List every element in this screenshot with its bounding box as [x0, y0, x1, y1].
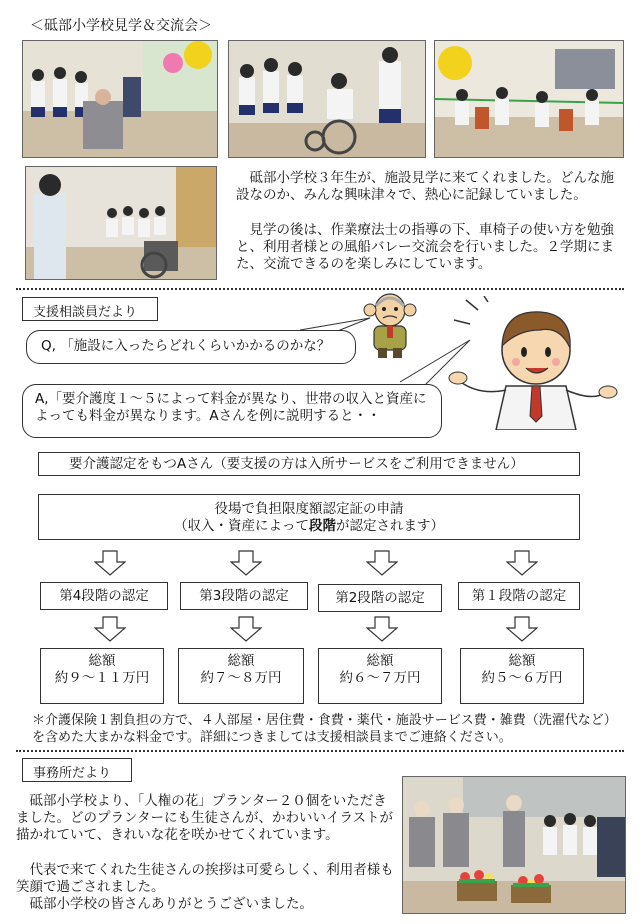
- office-section-label: 事務所だより: [22, 758, 132, 782]
- arrow-down-icon: [506, 550, 538, 576]
- photo-visit-hallway: [22, 40, 218, 158]
- stage-3-total: [178, 648, 304, 704]
- person-a-box: 要介護認定をもつAさん（要支援の方は入所サービスをご利用できません）: [38, 452, 580, 476]
- office-paragraph-2: 代表で来てくれた生徒さんの挨拶は可愛らしく、利用者様も笑顔で過ごされました。: [16, 862, 394, 895]
- divider-2: [16, 750, 624, 752]
- arrow-down-icon: [366, 616, 398, 642]
- stage-1-box: 第１段階の認定: [458, 582, 580, 610]
- stage-2-box: 第2段階の認定: [318, 584, 442, 612]
- stage-4-total: [40, 648, 164, 704]
- photo-wheelchair-lesson: [228, 40, 426, 158]
- application-line-1: 役場で負担限度額認定証の申請: [214, 501, 404, 517]
- office-paragraph-3: 砥部小学校の皆さんありがとうございました。: [29, 896, 313, 912]
- application-box: [38, 494, 580, 540]
- answer-bubble: A,「要介護度１～５によって料金が異なり、世帯の収入と資産によっても料金が異なります。Aさんを例に説明すると・・: [22, 384, 442, 438]
- total-amount: 約７～８万円: [200, 670, 282, 686]
- total-label: 総額: [227, 653, 255, 669]
- total-label: 総額: [88, 653, 116, 669]
- total-label: 総額: [366, 653, 394, 669]
- photo-balloon-volleyball: [434, 40, 624, 158]
- consultant-illustration: [448, 296, 618, 430]
- photo-flower-planters: [402, 776, 626, 914]
- visit-title: ＜砥部小学校見学＆交流会＞: [30, 18, 212, 34]
- consult-section-label: 支援相談員だより: [22, 297, 158, 321]
- stage-emphasis: 段階: [309, 518, 336, 534]
- arrow-down-icon: [94, 550, 126, 576]
- question-bubble: Q, 「施設に入ったらどれくらいかかるのかな？: [26, 330, 356, 364]
- arrow-down-icon: [94, 616, 126, 642]
- stage-1-total: [460, 648, 584, 704]
- stage-3-box: 第3段階の認定: [180, 582, 308, 610]
- total-amount: 約５～６万円: [481, 670, 563, 686]
- total-label: 総額: [508, 653, 536, 669]
- stage-2-total: [318, 648, 442, 704]
- arrow-down-icon: [230, 550, 262, 576]
- total-amount: 約６～７万円: [339, 670, 421, 686]
- pricing-note: ＊介護保険１割負担の方で、４人部屋・居住費・食費・薬代・施設サービス費・雑費（洗濯代など）を含めた大まかな料金です。詳細につきましては支援相談員までご連絡ください。: [32, 713, 617, 745]
- photo-lecture: [25, 166, 217, 280]
- visit-paragraph-2: 見学の後は、作業療法士の指導の下、車椅子の使い方を勉強と、利用者様との風船バレー交流会を行いました。２学期にまた、交流できるのを楽しみにしています。: [236, 222, 614, 272]
- office-paragraph-1: 砥部小学校より、「人権の花」プランター２０個をいただきました。どのプランターにも生徒さんが、かわいいイラストが描かれていて、きれいな花を咲かせてくれています。: [16, 793, 394, 843]
- elderly-man-illustration: [358, 292, 422, 360]
- stage-4-box: 第4段階の認定: [40, 582, 168, 610]
- total-amount: 約９～１１万円: [54, 670, 150, 686]
- visit-paragraph-1: 砥部小学校３年生が、施設見学に来てくれました。どんな施設なのか、みんな興味津々で、熱心に記録していました。: [236, 170, 614, 203]
- arrow-down-icon: [506, 616, 538, 642]
- arrow-down-icon: [230, 616, 262, 642]
- application-line-2: （収入・資産によって段階が認定されます）: [174, 518, 444, 534]
- arrow-down-icon: [366, 550, 398, 576]
